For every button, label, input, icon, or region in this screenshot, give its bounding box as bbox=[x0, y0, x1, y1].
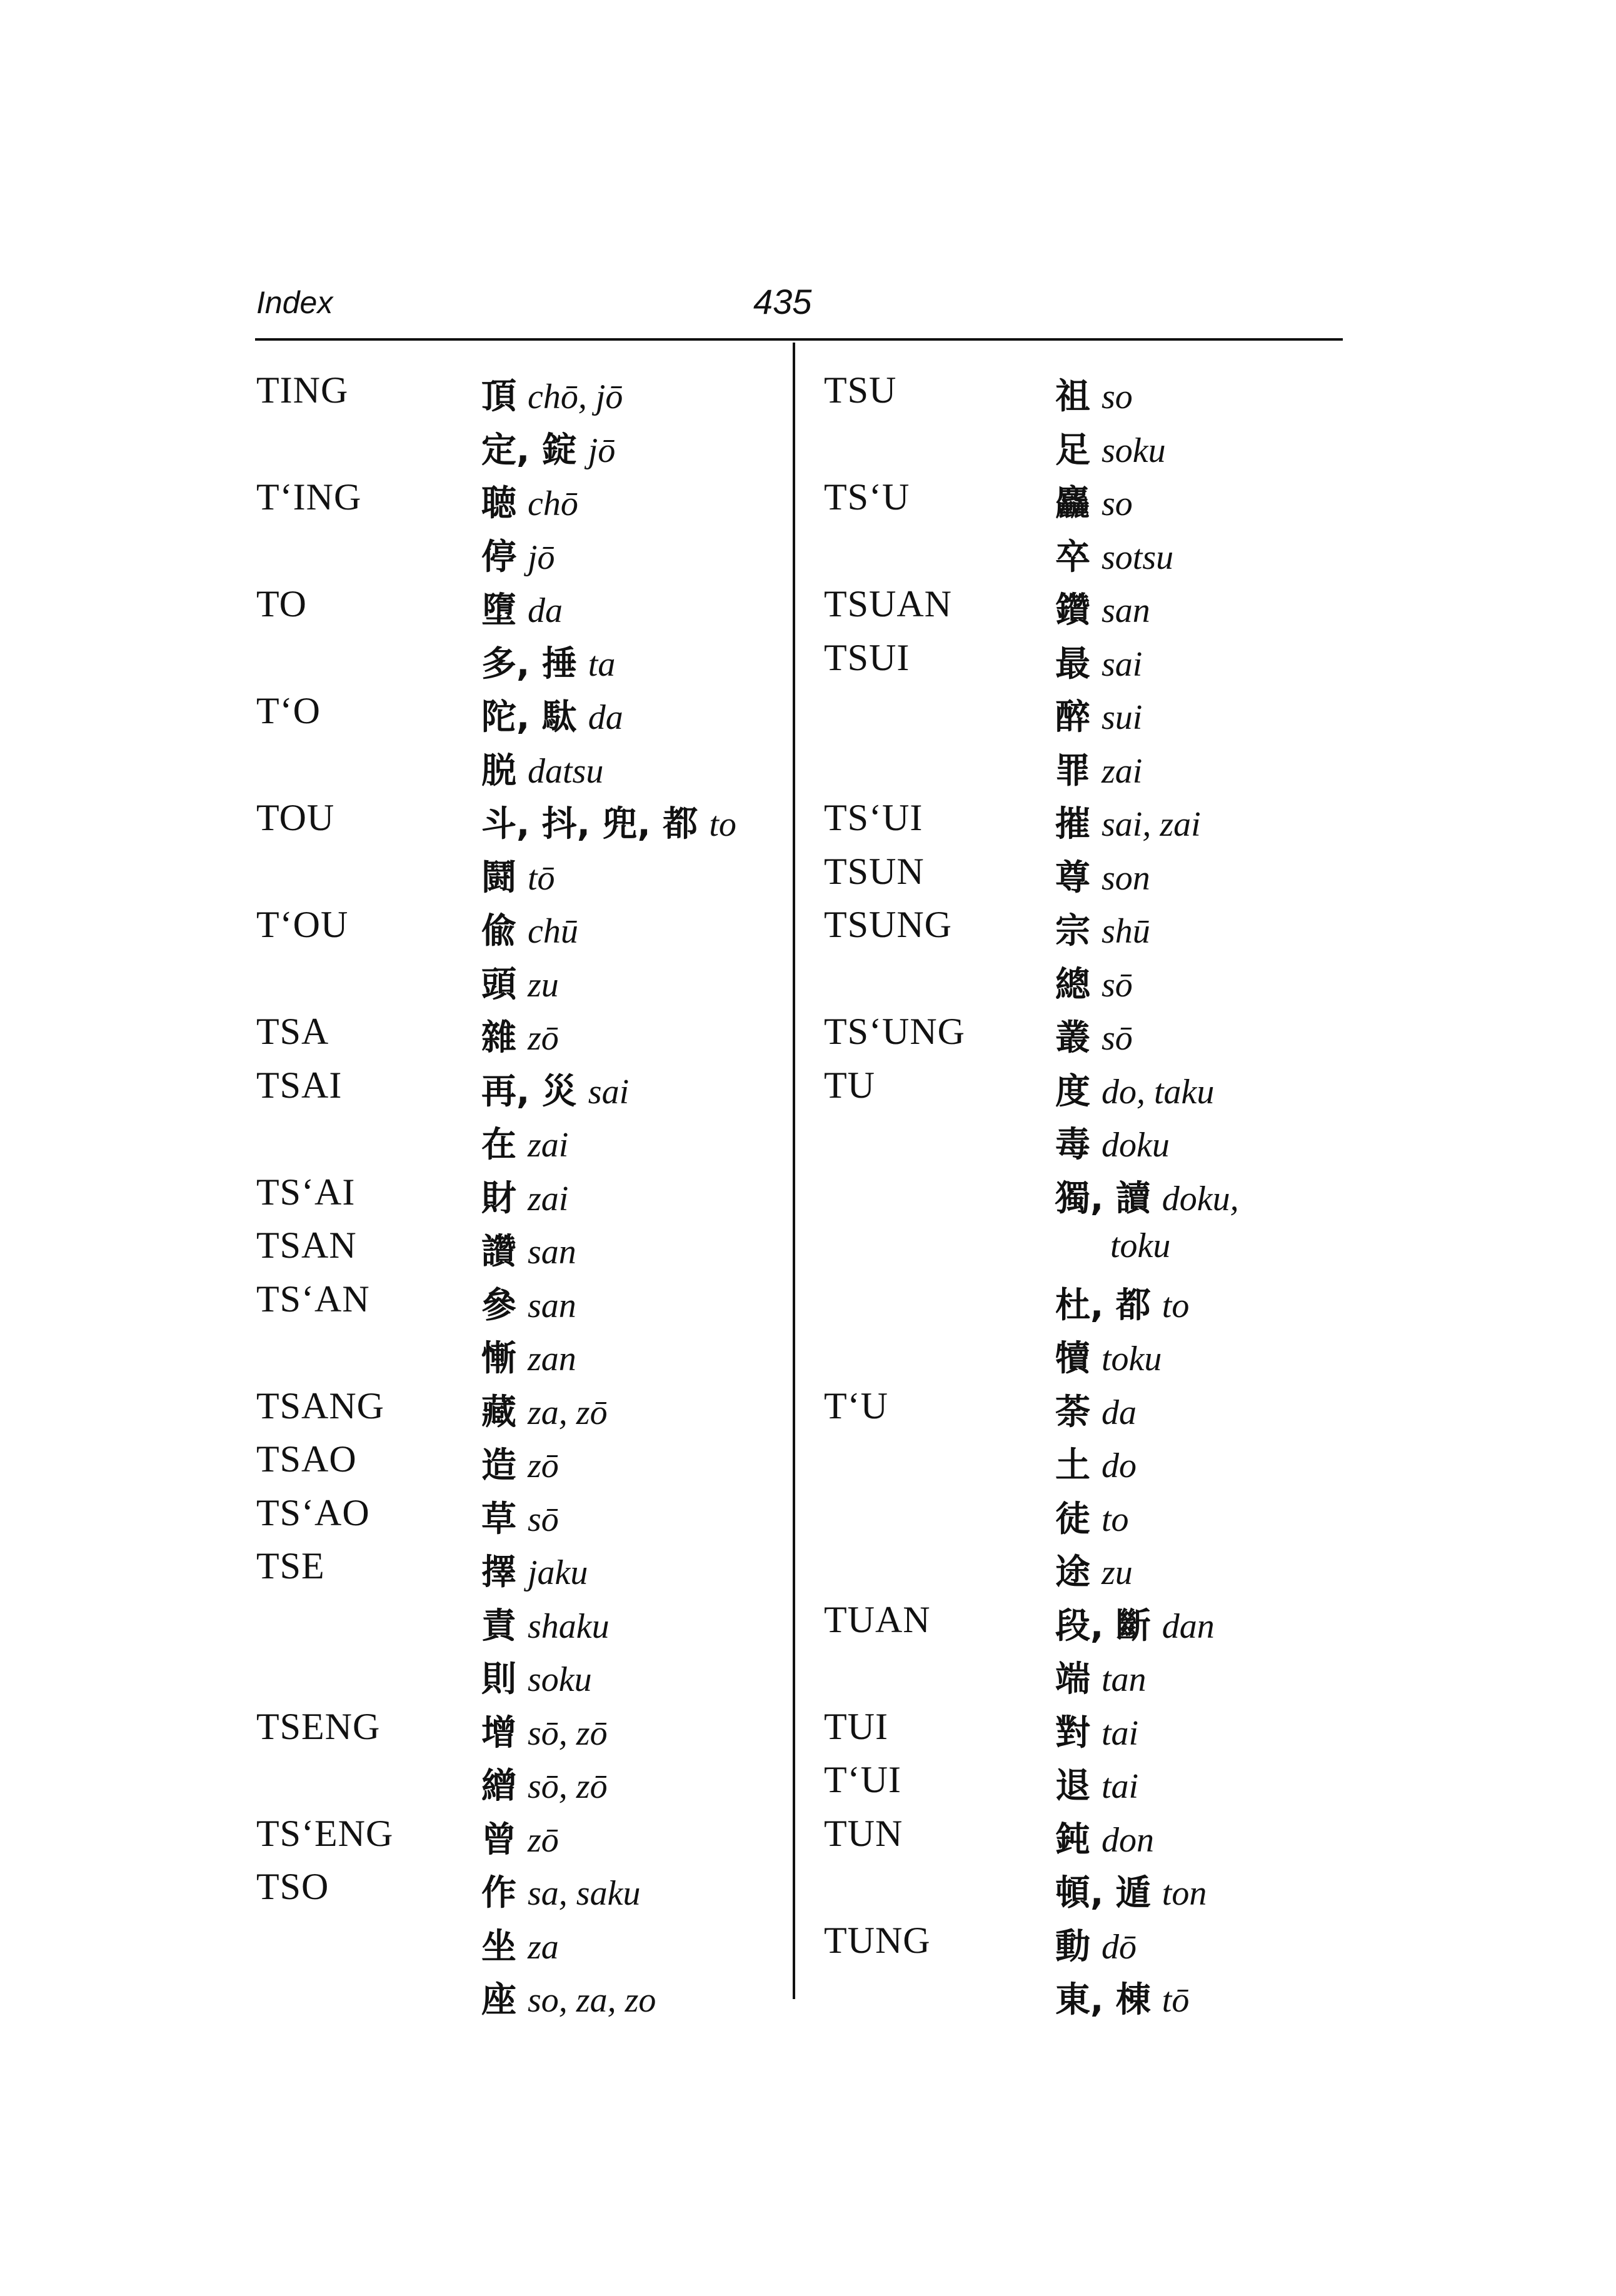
japanese-reading: za bbox=[528, 1927, 559, 1967]
romanized-headword: TO bbox=[256, 583, 307, 624]
character-entry bbox=[481, 1545, 588, 1595]
kanji-characters: 徒 bbox=[1055, 1498, 1090, 1540]
japanese-reading: sō bbox=[528, 1500, 559, 1539]
japanese-reading: zō bbox=[528, 1446, 559, 1485]
japanese-reading: zō bbox=[528, 1019, 559, 1058]
kanji-characters: 聴 bbox=[481, 483, 516, 524]
japanese-reading: jō bbox=[528, 538, 555, 577]
japanese-reading: tai bbox=[1102, 1767, 1139, 1806]
japanese-reading: so bbox=[1102, 484, 1133, 523]
character-entry bbox=[481, 1010, 559, 1060]
japanese-reading: ta bbox=[588, 644, 616, 684]
character-entry bbox=[1055, 1812, 1154, 1862]
romanized-headword: TSE bbox=[256, 1545, 325, 1587]
character-entry bbox=[481, 529, 555, 579]
character-entry bbox=[481, 636, 615, 686]
kanji-characters: 獨, 讀 bbox=[1055, 1178, 1151, 1219]
japanese-reading: sai bbox=[1102, 644, 1143, 684]
romanized-headword: TSUI bbox=[824, 636, 910, 678]
japanese-reading: da bbox=[1102, 1393, 1137, 1432]
character-entry bbox=[481, 796, 736, 846]
character-entry bbox=[1055, 1919, 1137, 1969]
character-entry bbox=[1055, 1385, 1137, 1435]
romanized-headword: TSU bbox=[824, 369, 897, 411]
kanji-characters: 動 bbox=[1055, 1926, 1090, 1967]
kanji-characters: 慚 bbox=[481, 1338, 516, 1379]
japanese-reading: don bbox=[1102, 1820, 1154, 1860]
character-entry bbox=[1055, 1598, 1215, 1648]
kanji-characters: 麤 bbox=[1055, 483, 1090, 524]
kanji-characters: 總 bbox=[1055, 964, 1090, 1005]
character-entry bbox=[1099, 1224, 1170, 1266]
kanji-characters: 卒 bbox=[1055, 536, 1090, 578]
romanized-headword: TU bbox=[824, 1064, 875, 1106]
character-entry bbox=[1055, 423, 1166, 473]
column-divider bbox=[793, 343, 795, 1999]
kanji-characters: 讚 bbox=[481, 1231, 516, 1272]
romanized-headword: TSUNG bbox=[824, 904, 953, 945]
character-entry bbox=[481, 1812, 559, 1862]
japanese-reading: shaku bbox=[528, 1607, 610, 1646]
kanji-characters: 足 bbox=[1055, 429, 1090, 471]
character-entry bbox=[1055, 1331, 1162, 1381]
japanese-reading: zai bbox=[1102, 751, 1143, 791]
kanji-characters: 犢 bbox=[1055, 1338, 1090, 1379]
character-entry bbox=[481, 689, 623, 739]
kanji-characters: 罪 bbox=[1055, 750, 1090, 791]
japanese-reading: zō bbox=[528, 1820, 559, 1860]
character-entry bbox=[1055, 1865, 1207, 1915]
kanji-characters: 宗 bbox=[1055, 911, 1090, 951]
japanese-reading: doku, bbox=[1162, 1179, 1239, 1218]
kanji-characters: 座 bbox=[481, 1980, 516, 2020]
japanese-reading: dō bbox=[1102, 1927, 1137, 1967]
kanji-characters: 則 bbox=[481, 1659, 516, 1700]
kanji-characters: 參 bbox=[481, 1285, 516, 1326]
character-entry bbox=[481, 1865, 640, 1915]
character-entry bbox=[1055, 1278, 1189, 1328]
kanji-characters: 責 bbox=[481, 1605, 516, 1647]
character-entry bbox=[1055, 1652, 1147, 1702]
japanese-reading: ton bbox=[1162, 1874, 1207, 1913]
romanized-headword: TING bbox=[256, 369, 349, 411]
romanized-headword: TUNG bbox=[824, 1919, 931, 1961]
japanese-reading: san bbox=[528, 1286, 576, 1325]
kanji-characters: 鈍 bbox=[1055, 1819, 1090, 1860]
romanized-headword: TS‘ENG bbox=[256, 1812, 394, 1854]
kanji-characters: 荼 bbox=[1055, 1391, 1090, 1433]
romanized-headword: TSAI bbox=[256, 1064, 343, 1106]
japanese-reading: sō bbox=[1102, 1019, 1133, 1058]
kanji-characters: 多, 捶 bbox=[481, 643, 577, 684]
japanese-reading: tan bbox=[1102, 1660, 1147, 1699]
character-entry bbox=[481, 1972, 656, 2022]
character-entry bbox=[481, 1652, 592, 1702]
japanese-reading: dan bbox=[1162, 1607, 1215, 1646]
kanji-characters: 斗, 抖, 兜, 都 bbox=[481, 804, 698, 845]
romanized-headword: TS‘AO bbox=[256, 1491, 370, 1533]
kanji-characters: 再, 災 bbox=[481, 1071, 577, 1112]
japanese-reading: datsu bbox=[528, 751, 604, 791]
character-entry bbox=[1055, 1171, 1239, 1221]
character-entry bbox=[481, 1385, 608, 1435]
kanji-characters: 鬪 bbox=[481, 857, 516, 898]
character-entry bbox=[1055, 1758, 1138, 1808]
romanized-headword: TSENG bbox=[256, 1705, 381, 1747]
character-entry bbox=[1055, 1438, 1137, 1488]
japanese-reading: soku bbox=[1102, 431, 1166, 470]
kanji-characters: 財 bbox=[481, 1178, 516, 1219]
romanized-headword: T‘U bbox=[824, 1385, 888, 1426]
character-entry bbox=[1055, 369, 1133, 419]
kanji-characters: 作 bbox=[481, 1873, 516, 1913]
kanji-characters: 陀, 駄 bbox=[481, 697, 577, 738]
character-entry bbox=[1055, 850, 1150, 900]
kanji-characters: 增 bbox=[481, 1712, 516, 1753]
kanji-characters: 毒 bbox=[1055, 1125, 1090, 1165]
character-entry bbox=[1055, 1117, 1170, 1167]
character-entry bbox=[1055, 957, 1133, 1007]
kanji-characters: 雜 bbox=[481, 1018, 516, 1058]
character-entry bbox=[1055, 1064, 1214, 1114]
romanized-headword: T‘O bbox=[256, 690, 321, 731]
japanese-reading: tai bbox=[1102, 1713, 1139, 1753]
japanese-reading: sō bbox=[1102, 965, 1133, 1005]
character-entry bbox=[1055, 1705, 1138, 1755]
japanese-reading: do, taku bbox=[1102, 1072, 1215, 1111]
romanized-headword: TS‘AN bbox=[256, 1278, 370, 1320]
character-entry bbox=[1055, 1972, 1189, 2022]
japanese-reading: sa, saku bbox=[528, 1874, 641, 1913]
character-entry bbox=[1055, 1545, 1133, 1595]
romanized-headword: TSO bbox=[256, 1866, 329, 1907]
kanji-characters: 在 bbox=[481, 1125, 516, 1165]
kanji-characters: 藏 bbox=[481, 1391, 516, 1433]
japanese-reading: sai, zai bbox=[1102, 805, 1201, 844]
japanese-reading: za, zō bbox=[528, 1393, 608, 1432]
japanese-reading: son bbox=[1102, 858, 1150, 898]
character-entry bbox=[481, 850, 555, 900]
kanji-characters: 杜, 都 bbox=[1055, 1285, 1151, 1326]
japanese-reading: zu bbox=[1102, 1553, 1133, 1592]
kanji-characters: 東, 棟 bbox=[1055, 1980, 1151, 2020]
character-entry bbox=[481, 1758, 608, 1808]
japanese-reading: chō bbox=[528, 484, 578, 523]
kanji-characters: 端 bbox=[1055, 1659, 1090, 1700]
japanese-reading: soku bbox=[528, 1660, 592, 1699]
japanese-reading: toku bbox=[1110, 1226, 1171, 1265]
kanji-characters: 造 bbox=[481, 1445, 516, 1486]
romanized-headword: TSAO bbox=[256, 1438, 357, 1480]
kanji-characters: 退 bbox=[1055, 1766, 1090, 1807]
romanized-headword: T‘OU bbox=[256, 904, 349, 945]
kanji-characters: 曾 bbox=[481, 1819, 516, 1860]
japanese-reading: zan bbox=[528, 1340, 576, 1378]
kanji-characters: 途 bbox=[1055, 1552, 1090, 1593]
japanese-reading: san bbox=[528, 1233, 576, 1271]
japanese-reading: so bbox=[1102, 378, 1133, 416]
character-entry bbox=[481, 743, 603, 793]
japanese-reading: chō, jō bbox=[528, 378, 623, 416]
kanji-characters: 度 bbox=[1055, 1071, 1090, 1112]
character-entry bbox=[1055, 1491, 1129, 1542]
character-entry bbox=[481, 957, 559, 1007]
romanized-headword: TS‘UI bbox=[824, 797, 923, 838]
character-entry bbox=[1055, 796, 1201, 846]
japanese-reading: san bbox=[1102, 591, 1150, 630]
character-entry bbox=[1055, 1010, 1133, 1060]
romanized-headword: TS‘UNG bbox=[824, 1011, 965, 1052]
character-entry bbox=[1055, 743, 1142, 793]
character-entry bbox=[481, 1117, 568, 1167]
romanized-headword: TUAN bbox=[824, 1598, 931, 1640]
character-entry bbox=[481, 1171, 568, 1221]
character-entry bbox=[481, 583, 563, 633]
japanese-reading: tō bbox=[528, 858, 555, 898]
japanese-reading: doku bbox=[1102, 1126, 1170, 1165]
kanji-characters: 頓, 遁 bbox=[1055, 1873, 1151, 1913]
page-number: 435 bbox=[753, 282, 812, 321]
japanese-reading: sō, zō bbox=[528, 1713, 608, 1753]
japanese-reading: sō, zō bbox=[528, 1767, 608, 1806]
japanese-reading: jō bbox=[588, 431, 616, 470]
kanji-characters: 偸 bbox=[481, 911, 516, 951]
japanese-reading: toku bbox=[1102, 1340, 1162, 1378]
kanji-characters: 摧 bbox=[1055, 804, 1090, 845]
kanji-characters: 鑽 bbox=[1055, 590, 1090, 631]
kanji-characters: 繒 bbox=[481, 1766, 516, 1807]
character-entry bbox=[481, 903, 578, 953]
kanji-characters: 醉 bbox=[1055, 697, 1090, 738]
kanji-characters: 脱 bbox=[481, 750, 516, 791]
kanji-characters: 頭 bbox=[481, 964, 516, 1005]
japanese-reading: tō bbox=[1162, 1981, 1190, 2020]
japanese-reading: shū bbox=[1102, 912, 1150, 951]
japanese-reading: sai bbox=[588, 1072, 630, 1111]
japanese-reading: zu bbox=[528, 965, 559, 1005]
japanese-reading: to bbox=[1102, 1500, 1129, 1539]
romanized-headword: TUI bbox=[824, 1705, 888, 1747]
character-entry bbox=[481, 476, 578, 526]
romanized-headword: TOU bbox=[256, 797, 335, 838]
character-entry bbox=[481, 1598, 610, 1648]
kanji-characters: 土 bbox=[1055, 1445, 1090, 1486]
romanized-headword: TSAN bbox=[256, 1225, 357, 1266]
kanji-characters: 坐 bbox=[481, 1926, 516, 1967]
character-entry bbox=[481, 1224, 576, 1274]
character-entry bbox=[481, 1705, 608, 1755]
japanese-reading: do bbox=[1102, 1446, 1137, 1485]
japanese-reading: to bbox=[1162, 1286, 1190, 1325]
japanese-reading: da bbox=[588, 698, 623, 737]
character-entry bbox=[1055, 529, 1173, 579]
character-entry bbox=[481, 1438, 559, 1488]
character-entry bbox=[481, 1064, 629, 1114]
kanji-characters: 墮 bbox=[481, 590, 516, 631]
kanji-characters: 最 bbox=[1055, 643, 1090, 684]
kanji-characters: 草 bbox=[481, 1498, 516, 1540]
kanji-characters: 頂 bbox=[481, 376, 516, 417]
japanese-reading: da bbox=[528, 591, 563, 630]
running-head-section: Index bbox=[256, 285, 333, 320]
romanized-headword: TSA bbox=[256, 1011, 329, 1052]
japanese-reading: so, za, zo bbox=[528, 1981, 656, 2020]
character-entry bbox=[1055, 583, 1150, 633]
header-rule bbox=[255, 338, 1343, 341]
character-entry bbox=[481, 1331, 576, 1381]
romanized-headword: T‘UI bbox=[824, 1759, 901, 1800]
japanese-reading: zai bbox=[528, 1179, 569, 1218]
romanized-headword: T‘ING bbox=[256, 476, 362, 518]
kanji-characters: 定, 錠 bbox=[481, 429, 577, 471]
character-entry bbox=[1055, 689, 1142, 739]
japanese-reading: jaku bbox=[528, 1553, 588, 1592]
kanji-characters: 叢 bbox=[1055, 1018, 1090, 1058]
romanized-headword: TS‘U bbox=[824, 476, 910, 518]
japanese-reading: to bbox=[709, 805, 736, 844]
japanese-reading: chū bbox=[528, 912, 578, 951]
kanji-characters: 停 bbox=[481, 536, 516, 578]
character-entry bbox=[481, 1919, 559, 1969]
romanized-headword: TSUN bbox=[824, 850, 925, 892]
japanese-reading: sotsu bbox=[1102, 538, 1174, 577]
japanese-reading: sui bbox=[1102, 698, 1143, 737]
romanized-headword: TUN bbox=[824, 1812, 903, 1854]
kanji-characters: 擇 bbox=[481, 1552, 516, 1593]
character-entry bbox=[481, 1491, 559, 1542]
romanized-headword: TSUAN bbox=[824, 583, 953, 624]
character-entry bbox=[481, 1278, 576, 1328]
romanized-headword: TS‘AI bbox=[256, 1171, 356, 1213]
kanji-characters: 對 bbox=[1055, 1712, 1090, 1753]
character-entry bbox=[481, 369, 623, 419]
japanese-reading: zai bbox=[528, 1126, 569, 1165]
character-entry bbox=[1055, 476, 1133, 526]
kanji-characters: 祖 bbox=[1055, 376, 1090, 417]
character-entry bbox=[1055, 636, 1142, 686]
character-entry bbox=[1055, 903, 1150, 953]
kanji-characters: 段, 斷 bbox=[1055, 1605, 1151, 1647]
character-entry bbox=[481, 423, 615, 473]
romanized-headword: TSANG bbox=[256, 1385, 385, 1426]
kanji-characters: 尊 bbox=[1055, 857, 1090, 898]
